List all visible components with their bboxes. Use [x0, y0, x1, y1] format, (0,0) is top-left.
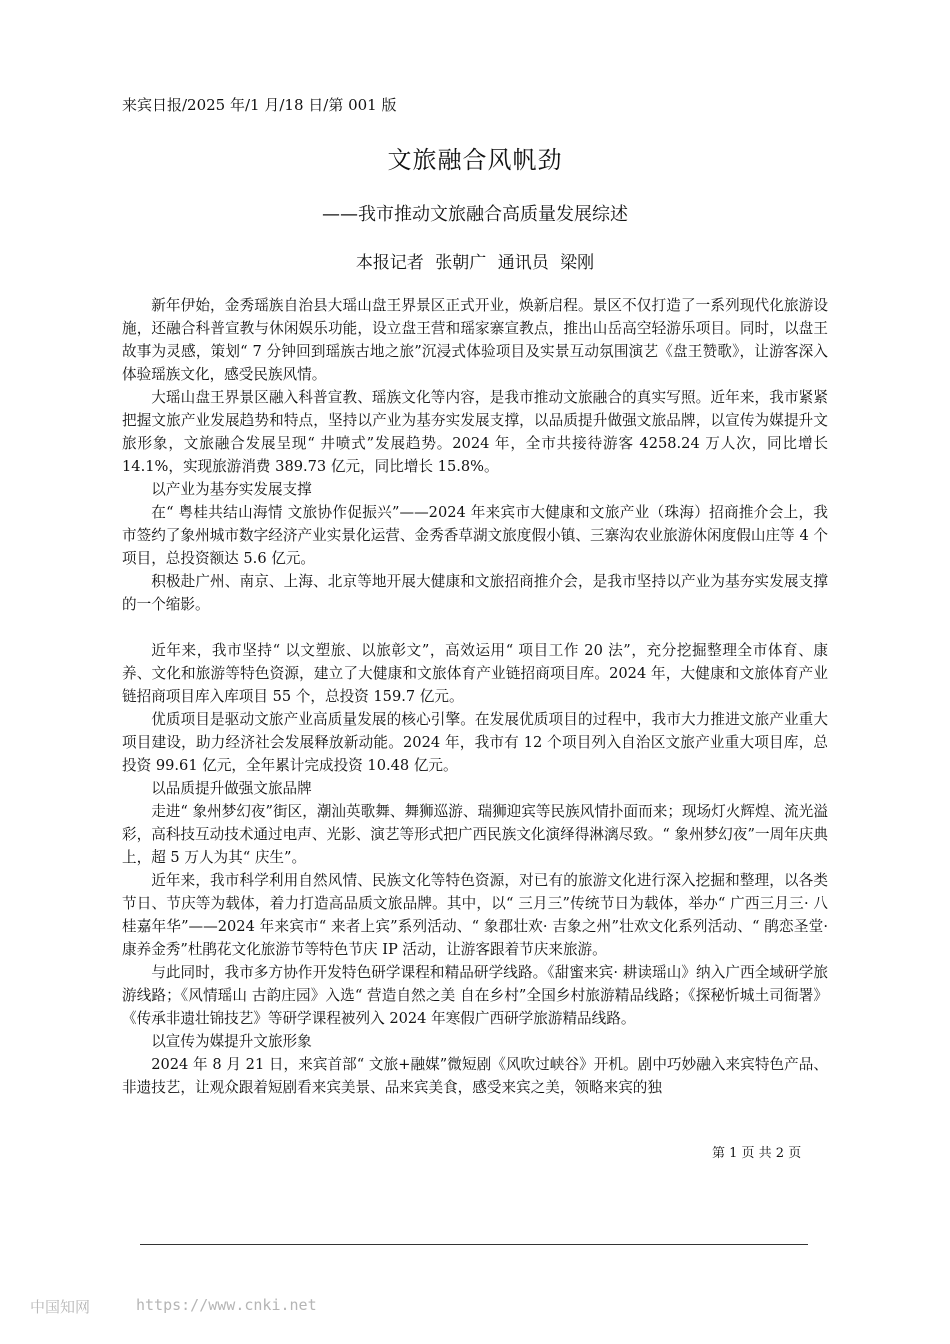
page-number: 第 1 页 共 2 页 — [712, 1146, 802, 1161]
source-line: 来宾日报/2025 年/1 月/18 日/第 001 版 — [122, 96, 397, 114]
footer-divider — [140, 1244, 808, 1245]
paragraph: 走进“ 象州梦幻夜”街区，潮汕英歌舞、舞狮巡游、瑞狮迎宾等民族风情扑面而来；现场灯火辉煌、流光溢彩，高科技互动技术通过电声、光影、演艺等形式把广西民族文化演绎得淋漓尽致。“ 象州梦幻夜”一周年庆典上，超 5 万人为其“ 庆生”。 — [122, 803, 828, 866]
section-heading: 以产业为基夯实发展支撑 — [151, 481, 312, 498]
paragraph: 近年来，我市坚持“ 以文塑旅、以旅彰文”，高效运用“ 项目工作 20 法”，充分挖掘整理全市体育、康养、文化和旅游等特色资源，建立了大健康和文旅体育产业链招商项目库。2024 年，大健康和文旅体育产业链招商项目库入库项目 55 个，总投资 159.7 亿元。 — [122, 642, 828, 705]
section-heading: 以宣传为媒提升文旅形象 — [151, 1033, 312, 1050]
paragraph: 大瑶山盘王界景区融入科普宣教、瑶族文化等内容，是我市推动文旅融合的真实写照。近年来，我市紧紧把握文旅产业发展趋势和特点，坚持以产业为基夯实发展支撑，以品质提升做强文旅品牌，以宣传为媒提升文旅形象，文旅融合发展呈现“ 井喷式”发展趋势。2024 年，全市共接待游客 4258.24 万人次，同比增长 14.1%，实现旅游消费 389.73 亿元，同比增长 15.8%。 — [122, 389, 828, 475]
article-body — [122, 294, 828, 1099]
article-subtitle: ——我市推动文旅融合高质量发展综述 — [322, 204, 628, 225]
article-title: 文旅融合风帆劲 — [387, 146, 563, 174]
paragraph: 与此同时，我市多方协作开发特色研学课程和精品研学线路。《甜蜜来宾· 耕读瑶山》纳入广西全域研学旅游线路；《风情瑶山 古韵庄园》入选“ 营造自然之美 自在乡村”全国乡村旅游精品线路；《探秘忻城土司衙署》《传承非遗壮锦技艺》等研学课程被列入 2024 年寒假广西研学旅游精品线路。 — [122, 964, 828, 1027]
paragraph: 近年来，我市科学利用自然风情、民族文化等特色资源，对已有的旅游文化进行深入挖掘和整理，以各类节日、节庆等为载体，着力打造高品质文旅品牌。其中，以“ 三月三”传统节日为载体，举办“ 广西三月三· 八桂嘉年华”——2024 年来宾市“ 来者上宾”系列活动、“ 象郡壮欢· 吉象之州”壮欢文化系列活动、“ 鹃恋圣堂· 康养金秀”杜鹃花文化旅游节等特色节庆 IP 活动，让游客跟着节庆来旅游。 — [122, 872, 828, 958]
paragraph: 2024 年 8 月 21 日，来宾首部“ 文旅+融媒”微短剧《风吹过峡谷》开机。剧中巧妙融入来宾特色产品、非遗技艺，让观众跟着短剧看来宾美景、品来宾美食，感受来宾之美，领略来宾的独 — [122, 1056, 828, 1096]
paragraph: 积极赴广州、南京、上海、北京等地开展大健康和文旅招商推介会，是我市坚持以产业为基夯实发展支撑的一个缩影。 — [122, 573, 828, 613]
watermark-brand: 中国知网 — [30, 1298, 91, 1316]
article-byline: 本报记者 张朝广 通讯员 梁刚 — [355, 253, 595, 273]
paragraph: 新年伊始，金秀瑶族自治县大瑶山盘王界景区正式开业，焕新启程。景区不仅打造了一系列现代化旅游设施，还融合科普宣教与休闲娱乐功能，设立盘王营和瑶家寨宣教点，推出山岳高空轻游乐项目。同时，以盘王故事为灵感，策划“ 7 分钟回到瑶族古地之旅”沉浸式体验项目及实景互动氛围演艺《盘王赞歌》，让游客深入体验瑶族文化，感受民族风情。 — [122, 297, 828, 383]
section-heading: 以品质提升做强文旅品牌 — [151, 780, 312, 797]
paragraph: 在“ 粤桂共结山海情 文旅协作促振兴”——2024 年来宾市大健康和文旅产业（珠海）招商推介会上，我市签约了象州城市数字经济产业实景化运营、金秀香草湖文旅度假小镇、三寨沟农业旅游休闲度假山庄等 4 个项目，总投资额达 5.6 亿元。 — [122, 504, 828, 567]
watermark-url[interactable]: https://www.cnki.net — [136, 1296, 317, 1314]
paragraph: 优质项目是驱动文旅产业高质量发展的核心引擎。在发展优质项目的过程中，我市大力推进文旅产业重大项目建设，助力经济社会发展释放新动能。2024 年，我市有 12 个项目列入自治区文旅产业重大项目库，总投资 99.61 亿元，全年累计完成投资 10.48 亿元。 — [122, 711, 828, 774]
